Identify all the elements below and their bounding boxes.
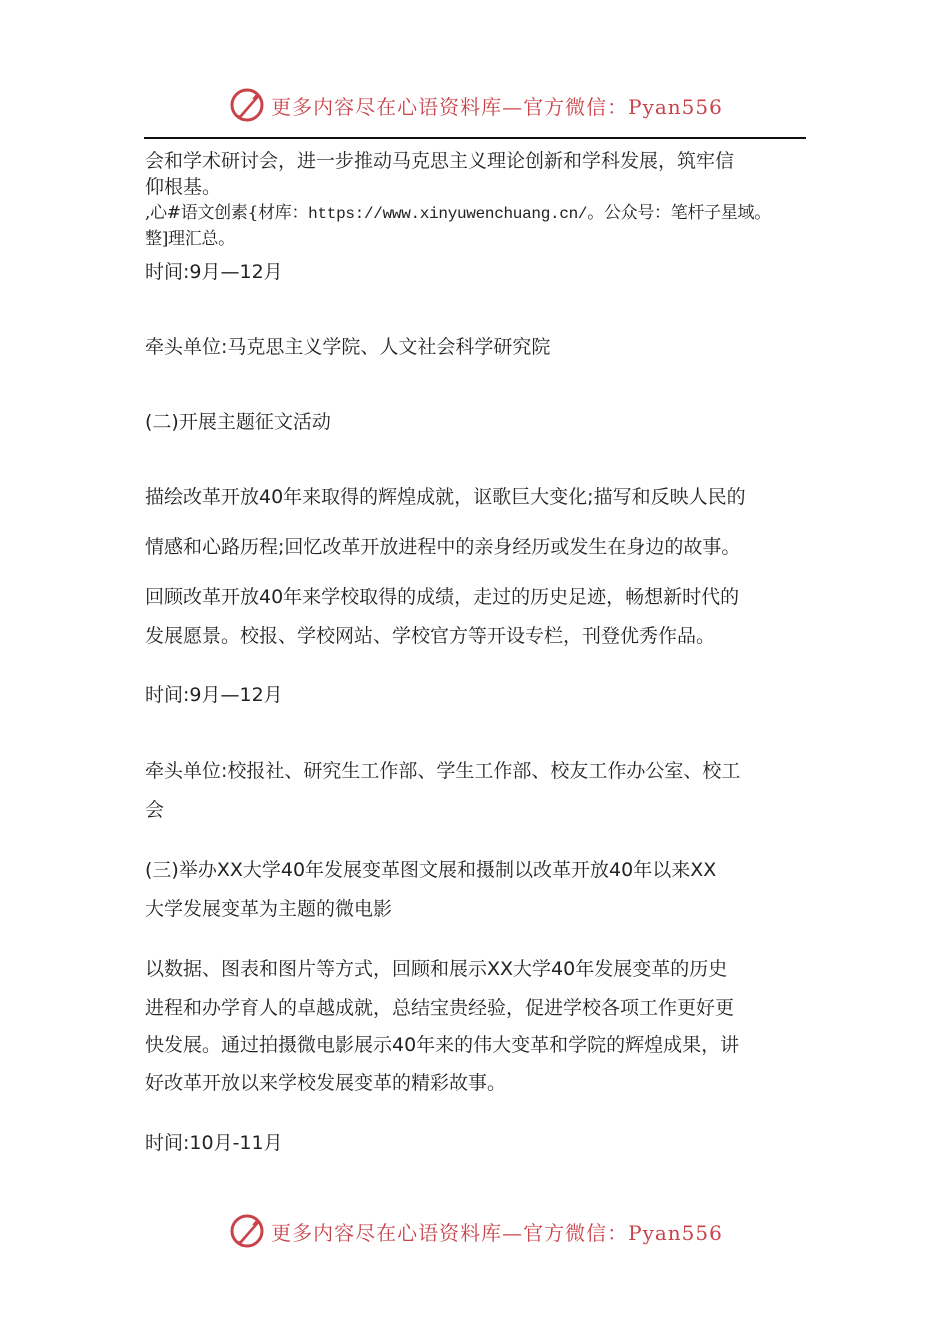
text-line: 会和学术研讨会，进一步推动马克思主义理论创新和学科发展，筑牢信 [145, 150, 735, 172]
banner-site-name: 更多内容尽在心语资料库 [271, 94, 503, 119]
quill-logo-icon [227, 1211, 267, 1251]
text-line: 仰根基。 [145, 176, 222, 198]
text-line: 回顾改革开放40年来学校取得的成绩，走过的历史足迹，畅想新时代的 [145, 586, 740, 608]
text-line: 情感和心路历程;回忆改革开放进程中的亲身经历或发生在身边的故事。 [145, 536, 741, 558]
banner-text [271, 1217, 723, 1246]
text-line: 整]理汇总。 [145, 229, 235, 249]
text-fragment: 。公众号：笔杆子星域。 [587, 203, 771, 223]
header-banner [0, 83, 950, 127]
header-rule [144, 137, 806, 139]
text-line: 进程和办学育人的卓越成就，总结宝贵经验，促进学校各项工作更好更 [145, 997, 735, 1019]
banner-site-name: 更多内容尽在心语资料库 [271, 1220, 503, 1245]
time-line: 时间:10月-11月 [145, 1132, 283, 1154]
footer-banner [0, 1209, 950, 1253]
text-line: 快发展。通过拍摄微电影展示40年来的伟大变革和学院的辉煌成果，讲 [145, 1034, 740, 1056]
text-line: 描绘改革开放40年来取得的辉煌成就，讴歌巨大变化;描写和反映人民的 [145, 486, 746, 508]
section-heading: 大学发展变革为主题的微电影 [145, 898, 393, 920]
lead-unit-line: 牵头单位:马克思主义学院、人文社会科学研究院 [145, 336, 551, 358]
time-line: 时间:9月—12月 [145, 684, 283, 706]
text-line-url [145, 198, 771, 223]
text-line: 会 [145, 799, 165, 821]
banner-dash: — [502, 94, 524, 119]
section-heading: (三)举办XX大学40年发展变革图文展和摄制以改革开放40年以来XX [145, 859, 717, 881]
text-line: 以数据、图表和图片等方式，回顾和展示XX大学40年发展变革的历史 [145, 958, 728, 980]
lead-unit-line: 牵头单位:校报社、研究生工作部、学生工作部、校友工作办公室、校工 [145, 760, 741, 782]
website-link[interactable]: https://www.xinyuwenchuang.cn/ [308, 205, 588, 223]
quill-logo-icon [227, 85, 267, 125]
text-fragment: ,心#语文创素{材库： [145, 203, 309, 223]
time-line: 时间:9月—12月 [145, 261, 283, 283]
banner-dash: — [502, 1220, 524, 1245]
section-heading: (二)开展主题征文活动 [145, 411, 331, 433]
text-line: 好改革开放以来学校发展变革的精彩故事。 [145, 1072, 507, 1094]
banner-text [271, 91, 723, 120]
banner-wechat: 官方微信：Pyan556 [523, 94, 723, 119]
text-line: 发展愿景。校报、学校网站、学校官方等开设专栏，刊登优秀作品。 [145, 625, 716, 647]
banner-wechat: 官方微信：Pyan556 [523, 1220, 723, 1245]
